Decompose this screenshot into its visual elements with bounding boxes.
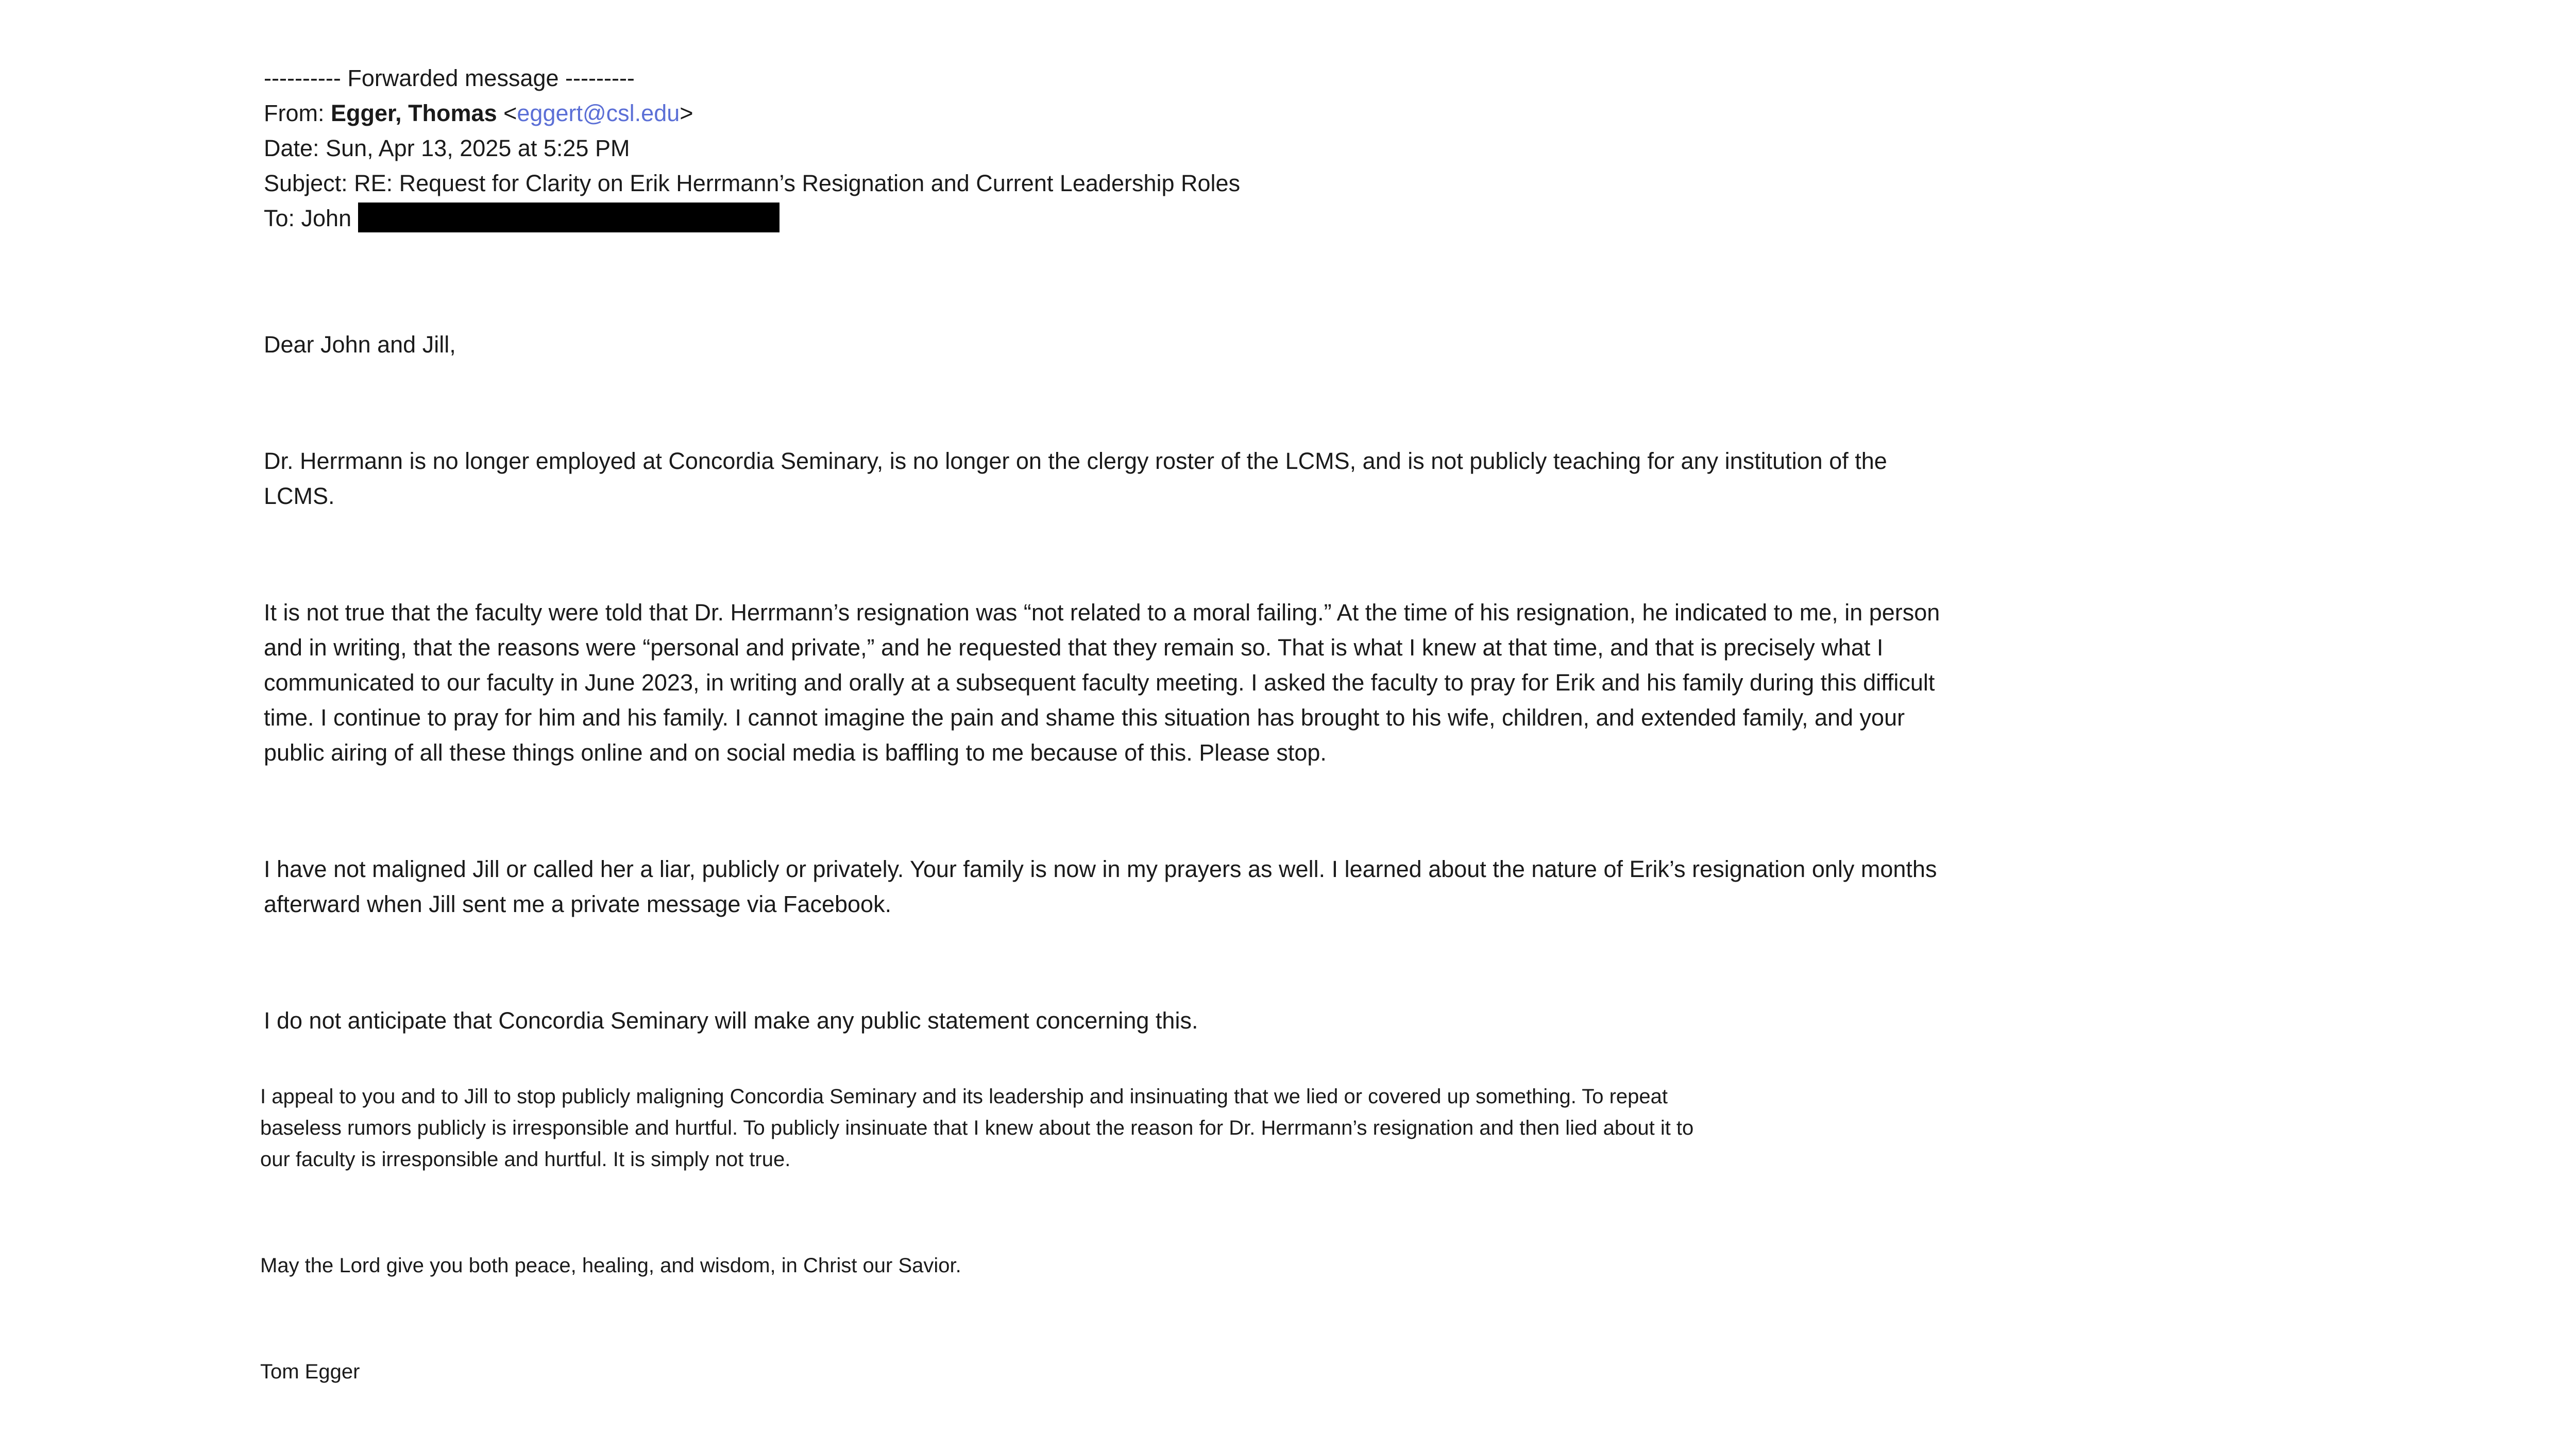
signature: Tom Egger [260, 1360, 360, 1383]
body-paragraph-3: I have not maligned Jill or called her a liar, publicly or privately. Your family is now in my prayers as well. I learned about the nature of Erik’s resignation only months afterward when Jill sent me a private message via Facebook. [264, 856, 1937, 917]
paragraph-5-line-1: I appeal to you and to Jill to stop publicly maligning Concordia Seminary and its leadership and insinuating that we lied or covered up something. To repeat [260, 1085, 1668, 1108]
email-bracket-open: < [503, 100, 517, 126]
redaction-bar [358, 203, 779, 232]
body-paragraph-4: I do not anticipate that Concordia Seminary will make any public statement concerning this. [264, 1007, 1198, 1034]
paragraph-5-line-3: our faculty is irresponsible and hurtful. It is simply not true. [260, 1148, 791, 1171]
forwarded-message-line: ---------- Forwarded message --------- [264, 65, 635, 91]
body-paragraph-5 [260, 1081, 1806, 1175]
sender-email-link[interactable]: eggert@csl.edu [517, 100, 680, 126]
from-line [264, 96, 1964, 131]
body-paragraph-1: Dr. Herrmann is no longer employed at Concordia Seminary, is no longer on the clergy roster of the LCMS, and is not publicly teaching for any institution of the LCMS. [264, 448, 1887, 509]
date-line: Date: Sun, Apr 13, 2025 at 5:25 PM [264, 135, 630, 161]
closing-line: May the Lord give you both peace, healing, and wisdom, in Christ our Savior. [260, 1254, 961, 1277]
subject-line: Subject: RE: Request for Clarity on Erik Herrmann’s Resignation and Current Leadership Roles [264, 170, 1241, 196]
sender-name: Egger, Thomas [331, 100, 497, 126]
email-upper-section [264, 61, 1964, 1035]
paragraph-5-line-2: baseless rumors publicly is irresponsible and hurtful. To publicly insinuate that I knew about the reason for Dr. Herrmann’s resignation and then lied about it to [260, 1117, 1694, 1139]
from-prefix: From: [264, 100, 325, 126]
to-prefix: To: John [264, 205, 352, 231]
greeting: Dear John and Jill, [264, 331, 456, 358]
email-bracket-close: > [680, 100, 693, 126]
body-paragraph-2: It is not true that the faculty were told that Dr. Herrmann’s resignation was “not related to a moral failing.” At the time of his resignation, he indicated to me, in person and in writing, that the reasons were “personal and private,” and he requested that they remain so. That is what I knew at that time, and that is precisely what I communicated to our faculty in June 2023, in writing and orally at a subsequent faculty meeting. I asked the faculty to pray for Erik and his family during this difficult time. I continue to pray for him and his family. I cannot imagine the pain and shame this situation has brought to his wife, children, and extended family, and your public airing of all these things online and on social media is baffling to me because of this. Please stop. [264, 599, 1940, 766]
to-line [264, 201, 1964, 236]
email-lower-section [260, 1081, 1806, 1388]
